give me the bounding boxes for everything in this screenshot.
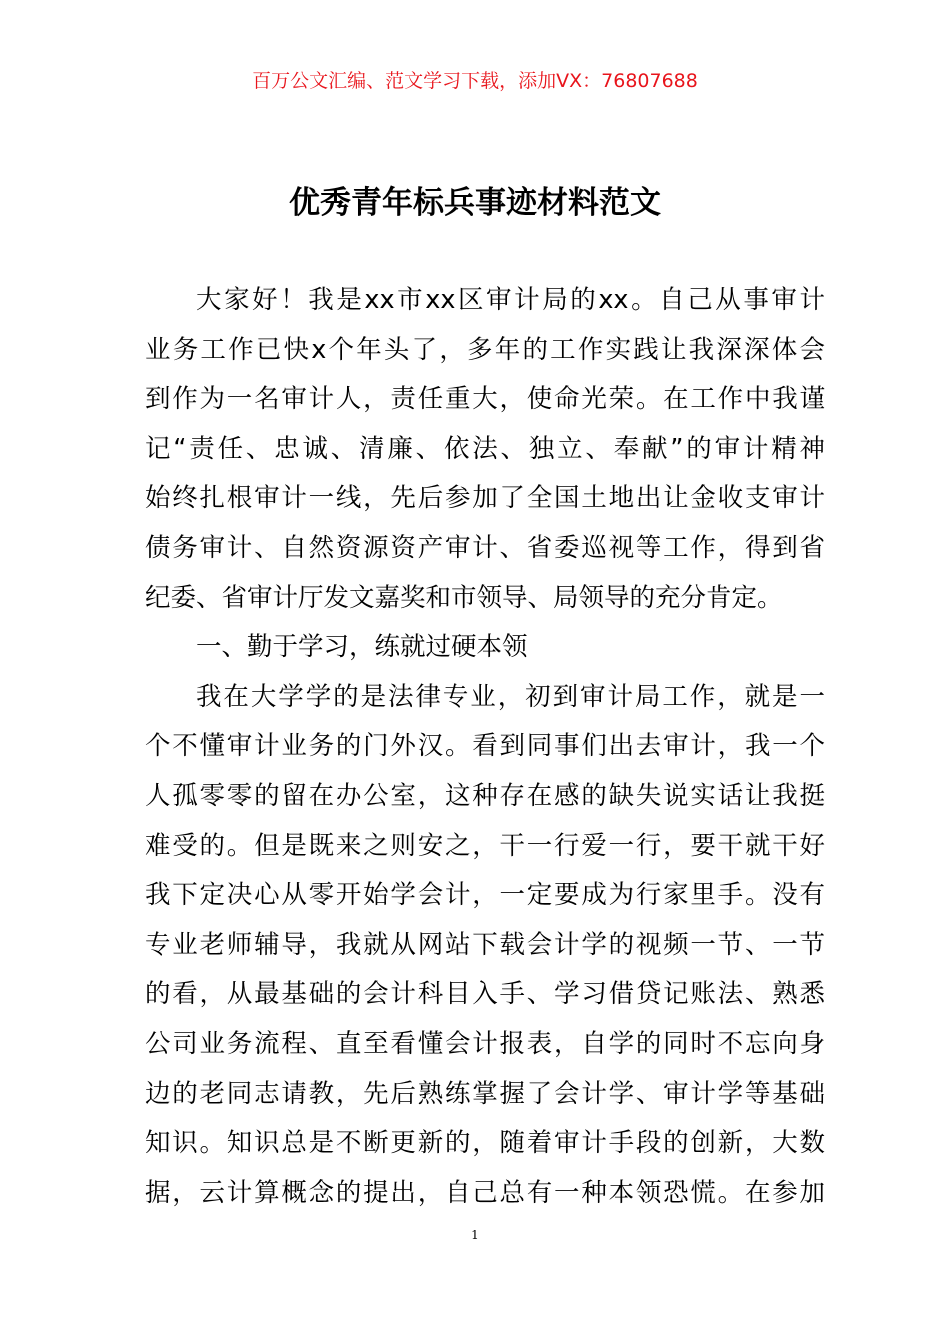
body-line: 公司业务流程、直至看懂会计报表，自学的同时不忘向身 bbox=[145, 1028, 825, 1059]
body-line: 知识。知识总是不断更新的，随着审计手段的创新，大数 bbox=[145, 1128, 825, 1159]
body-line: 记“责任、忠诚、清廉、依法、独立、奉献”的审计精神 bbox=[145, 433, 825, 464]
body-line: 债务审计、自然资源资产审计、省委巡视等工作，得到省 bbox=[145, 532, 825, 563]
header-watermark-note: 百万公文汇编、范文学习下载，添加VX：76807688 bbox=[252, 70, 698, 92]
body-line: 始终扎根审计一线，先后参加了全国土地出让金收支审计 bbox=[145, 483, 825, 514]
body-line: 业务工作已快x个年头了，多年的工作实践让我深深体会 bbox=[145, 334, 825, 365]
document-title: 优秀青年标兵事迹材料范文 bbox=[289, 185, 661, 221]
body-line: 个不懂审计业务的门外汉。看到同事们出去审计，我一个 bbox=[145, 731, 825, 762]
body-line: 大家好！我是xx市xx区审计局的xx。自己从事审计 bbox=[196, 285, 825, 315]
section-heading: 一、勤于学习，练就过硬本领 bbox=[196, 632, 528, 663]
body-line: 边的老同志请教，先后熟练掌握了会计学、审计学等基础 bbox=[145, 1078, 825, 1109]
body-line: 据，云计算概念的提出，自己总有一种本领恐慌。在参加 bbox=[145, 1177, 825, 1208]
body-line: 我在大学学的是法律专业，初到审计局工作，就是一 bbox=[196, 681, 825, 712]
body-line: 的看，从最基础的会计科目入手、学习借贷记账法、熟悉 bbox=[145, 979, 825, 1010]
page-number: 1 bbox=[471, 1228, 479, 1242]
body-line: 专业老师辅导，我就从网站下载会计学的视频一节、一节 bbox=[145, 929, 825, 960]
body-line: 纪委、省审计厅发文嘉奖和市领导、局领导的充分肯定。 bbox=[145, 582, 783, 613]
body-line: 到作为一名审计人，责任重大，使命光荣。在工作中我谨 bbox=[145, 384, 825, 415]
body-line: 难受的。但是既来之则安之，干一行爱一行，要干就干好 bbox=[145, 830, 825, 861]
body-line: 人孤零零的留在办公室，这种存在感的缺失说实话让我挺 bbox=[145, 780, 825, 811]
body-line: 我下定决心从零开始学会计，一定要成为行家里手。没有 bbox=[145, 880, 825, 911]
document-body bbox=[145, 276, 825, 1218]
